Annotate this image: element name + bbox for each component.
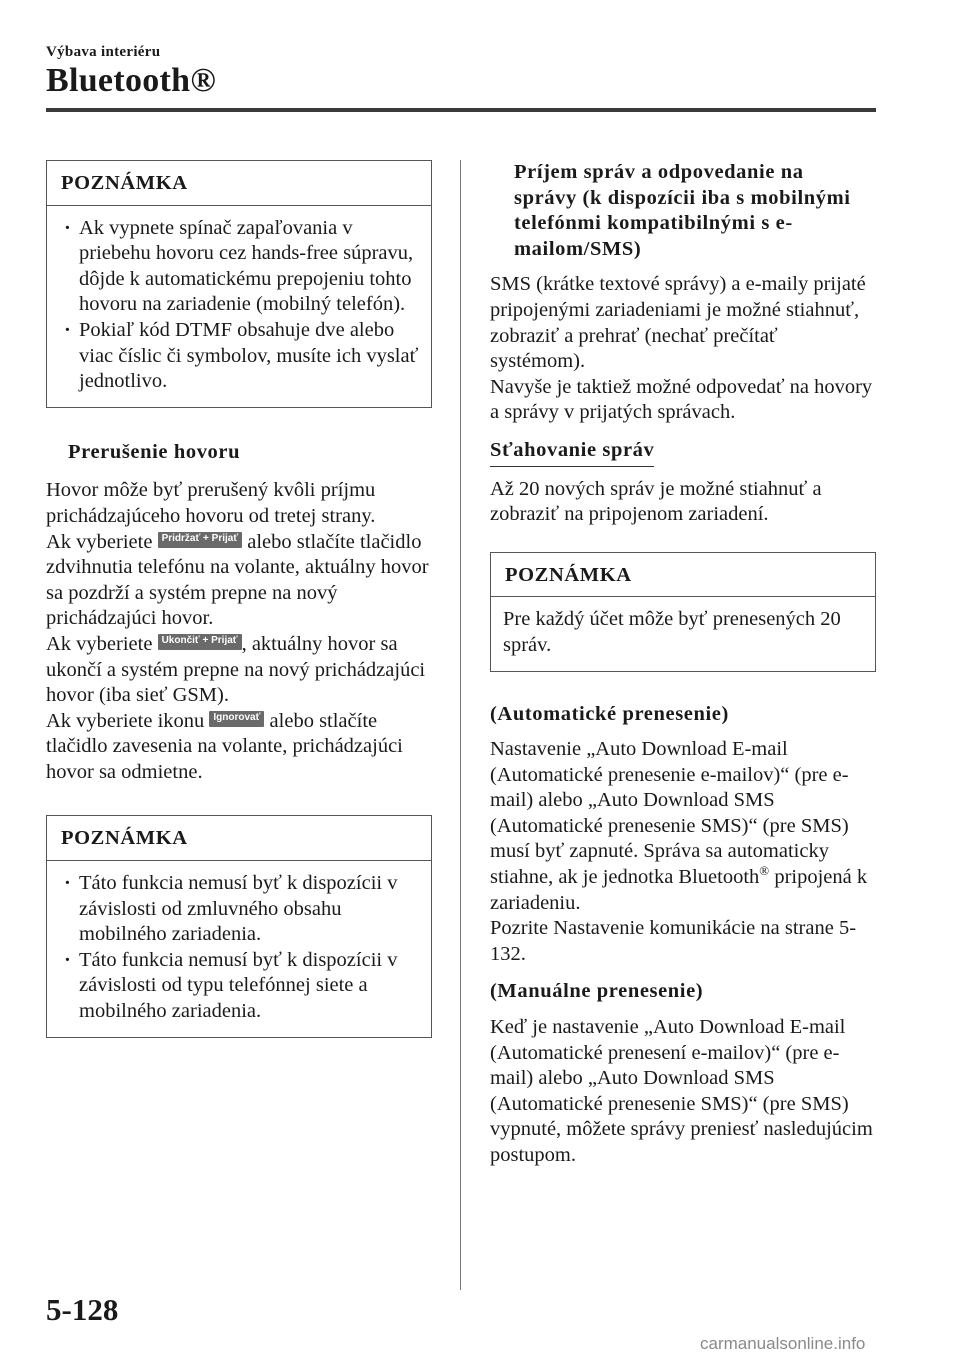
paragraph	[490, 737, 876, 916]
note-box-3	[490, 552, 876, 672]
text: , aktuálny hovor sa ukončí a systém prepne na nový prichádzajúci hovor (iba sieť GSM).	[46, 632, 426, 707]
text: Ak vyberiete ikonu	[46, 709, 205, 732]
page-title: Bluetooth®	[46, 62, 217, 99]
subsection-heading-auto: (Automatické prenesenie)	[490, 702, 729, 725]
text: Nastavenie „Auto Download E-mail (Automatické prenesenie e-mailov)“ (pre e-mail) alebo „Auto Download SMS (Automatické prenesenie SMS)“ (pre SMS) musí byť zapnuté. Správa sa automaticky stiahne, ak je jednotka Bluetooth	[490, 738, 849, 889]
section-label: Výbava interiéru	[46, 44, 161, 60]
text: Ak vyberiete	[46, 632, 153, 655]
text: alebo stlačíte tlačidlo zavesenia na volante, prichádzajúci hovor sa odmietne.	[46, 709, 403, 783]
ignore-button: Ignorovať	[209, 711, 264, 727]
messages-intro	[490, 272, 876, 426]
note-box-1	[46, 160, 432, 408]
interrupt-text	[46, 478, 432, 785]
column-divider	[460, 160, 461, 1290]
note-title: POZNÁMKA	[47, 816, 431, 861]
end-accept-button: Ukončiť + Prijať	[158, 634, 242, 650]
paragraph: Pozrite Nastavenie komunikácie na strane 5-132.	[490, 917, 857, 965]
header-rule	[46, 108, 876, 112]
section-heading-interrupt: Prerušenie hovoru	[68, 440, 241, 463]
text: Ak vyberiete	[46, 530, 153, 553]
paragraph: SMS (krátke textové správy) a e-maily prijaté pripojenými zariadeniami je možné stiahnuť, zobraziť a prehrať (nechať prečítať systémom).	[490, 273, 866, 373]
hold-accept-button: Pridržať + Prijať	[158, 532, 243, 548]
paragraph	[46, 709, 432, 786]
note-title: POZNÁMKA	[47, 161, 431, 206]
left-column	[46, 160, 432, 1038]
page-number: 5-128	[46, 1292, 119, 1327]
note-item: · Táto funkcia nemusí byť k dispozícii v závislosti od typu telefónnej siete a mobilného zariadenia.	[57, 948, 421, 1025]
registered-mark: ®	[759, 863, 770, 879]
paragraph: Hovor môže byť prerušený kvôli príjmu prichádzajúceho hovoru od tretej strany.	[46, 479, 376, 527]
note-title: POZNÁMKA	[491, 553, 875, 598]
paragraph: Navyše je taktiež možné odpovedať na hovory a správy v prijatých správach.	[490, 375, 873, 424]
paragraph	[46, 530, 432, 632]
paragraph: Až 20 nových správ je možné stiahnuť a zobraziť na pripojenom zariadení.	[490, 477, 822, 526]
paragraph: Keď je nastavenie „Auto Download E-mail (Automatické prenesení e-mailov)“ (pre e-mail) alebo „Auto Download SMS (Automatické prenesenie SMS)“ (pre SMS) vypnuté, môžete správy preniesť nasledujúcim postupom.	[490, 1016, 873, 1166]
section-heading-messages: Príjem správ a odpovedanie na správy (k dispozícii iba s mobilnými telefónmi kompatibilnými s e-mailom/SMS)	[514, 161, 851, 260]
right-column	[490, 160, 876, 1169]
note-body	[47, 206, 431, 407]
note-body	[47, 861, 431, 1037]
watermark: carmanualsonline.info	[700, 1334, 866, 1353]
paragraph	[46, 632, 432, 709]
note-body	[491, 597, 875, 670]
text: pripojená k zariadeniu.	[490, 866, 868, 914]
text: alebo stlačíte tlačidlo zdvihnutia telefónu na volante, aktuálny hovor sa pozdrží a systém prepne na nový prichádzajúci hovor.	[46, 530, 429, 630]
subsection-heading-manual: (Manuálne prenesenie)	[490, 980, 704, 1003]
note-item: · Pokiaľ kód DTMF obsahuje dve alebo viac číslic či symbolov, musíte ich vyslať jednotlivo.	[57, 318, 421, 395]
note-box-2	[46, 815, 432, 1037]
note-item: · Ak vypnete spínač zapaľovania v priebehu hovoru cez hands-free súpravu, dôjde k automatickému prepojeniu tohto hovoru na zariadenie (mobilný telefón).	[57, 216, 421, 318]
note-text: Pre každý účet môže byť prenesených 20 správ.	[503, 608, 841, 656]
subsection-heading-download: Sťahovanie správ	[490, 438, 654, 467]
note-item: · Táto funkcia nemusí byť k dispozícii v závislosti od zmluvného obsahu mobilného zariadenia.	[57, 871, 421, 948]
